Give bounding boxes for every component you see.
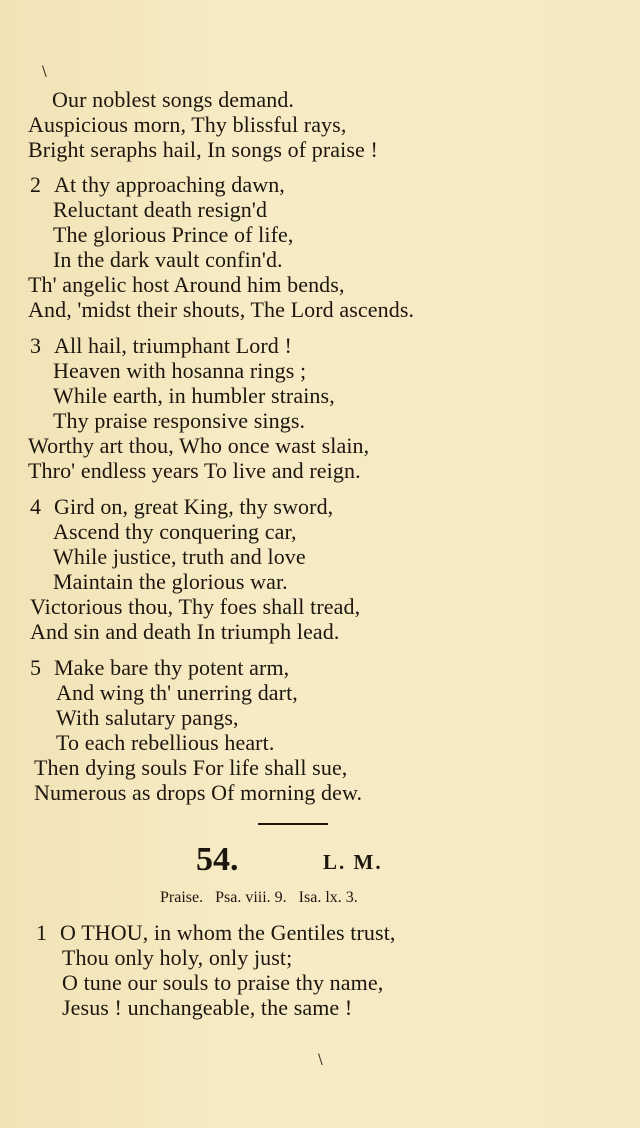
verse-line: Our noblest songs demand. — [52, 87, 295, 112]
verse-line: Gird on, great King, thy sword, — [54, 494, 334, 519]
stanza-first-line — [30, 656, 289, 680]
hymn-subject: Praise. — [160, 889, 204, 906]
hymn-meter: L. M. — [323, 850, 383, 874]
verse-line: And sin and death In triumph lead. — [30, 619, 340, 644]
scripture-reference: Isa. lx. 3. — [298, 889, 358, 906]
stanza-first-line — [30, 173, 285, 197]
verse-line: All hail, triumphant Lord ! — [54, 333, 292, 358]
stanza-first-line — [30, 334, 292, 358]
stray-mark-bottom: \ — [318, 1052, 323, 1068]
verse-line: Thro' endless years To live and reign. — [28, 458, 361, 483]
verse-line: Thou only holy, only just; — [62, 945, 293, 970]
verse-line: The glorious Prince of life, — [53, 222, 294, 247]
verse-line: And, 'midst their shouts, The Lord ascends. — [28, 297, 415, 322]
verse-line: Th' angelic host Around him bends, — [28, 272, 345, 297]
verse-line: Numerous as drops Of morning dew. — [34, 780, 363, 805]
verse-line: Auspicious morn, Thy blissful rays, — [28, 112, 347, 137]
stanza-number: 1 — [36, 920, 48, 945]
verse-line: While justice, truth and love — [53, 544, 306, 569]
verse-line: At thy approaching dawn, — [54, 172, 285, 197]
section-divider — [258, 823, 328, 825]
verse-line: In the dark vault confin'd. — [53, 247, 283, 272]
verse-line: And wing th' unerring dart, — [56, 680, 298, 705]
verse-line: Thy praise responsive sings. — [53, 408, 306, 433]
stanza-number: 4 — [30, 494, 42, 519]
verse-line: Then dying souls For life shall sue, — [34, 755, 348, 780]
stanza-number: 2 — [30, 172, 42, 197]
verse-line: O THOU, in whom the Gentiles trust, — [60, 920, 396, 945]
hymn-number: 54. — [196, 841, 239, 878]
verse-line: While earth, in humbler strains, — [53, 383, 335, 408]
verse-line: Jesus ! unchangeable, the same ! — [62, 995, 353, 1020]
stanza-number: 3 — [30, 333, 42, 358]
verse-line: Reluctant death resign'd — [53, 197, 268, 222]
stanza-number: 5 — [30, 655, 42, 680]
stray-mark-top: \ — [42, 64, 47, 80]
verse-line: Worthy art thou, Who once wast slain, — [28, 433, 370, 458]
verse-line: To each rebellious heart. — [56, 730, 275, 755]
verse-line: Make bare thy potent arm, — [54, 655, 290, 680]
verse-line: Heaven with hosanna rings ; — [53, 358, 307, 383]
stanza-first-line — [36, 921, 396, 945]
verse-line: Bright seraphs hail, In songs of praise ! — [28, 137, 378, 162]
verse-line: With salutary pangs, — [56, 705, 239, 730]
hymn-subject-line — [160, 888, 366, 908]
verse-line: Maintain the glorious war. — [53, 569, 288, 594]
verse-line: Ascend thy conquering car, — [53, 519, 297, 544]
scripture-reference: Psa. viii. 9. — [215, 889, 287, 906]
verse-line: Victorious thou, Thy foes shall tread, — [30, 594, 361, 619]
verse-line: O tune our souls to praise thy name, — [62, 970, 384, 995]
stanza-first-line — [30, 495, 333, 519]
